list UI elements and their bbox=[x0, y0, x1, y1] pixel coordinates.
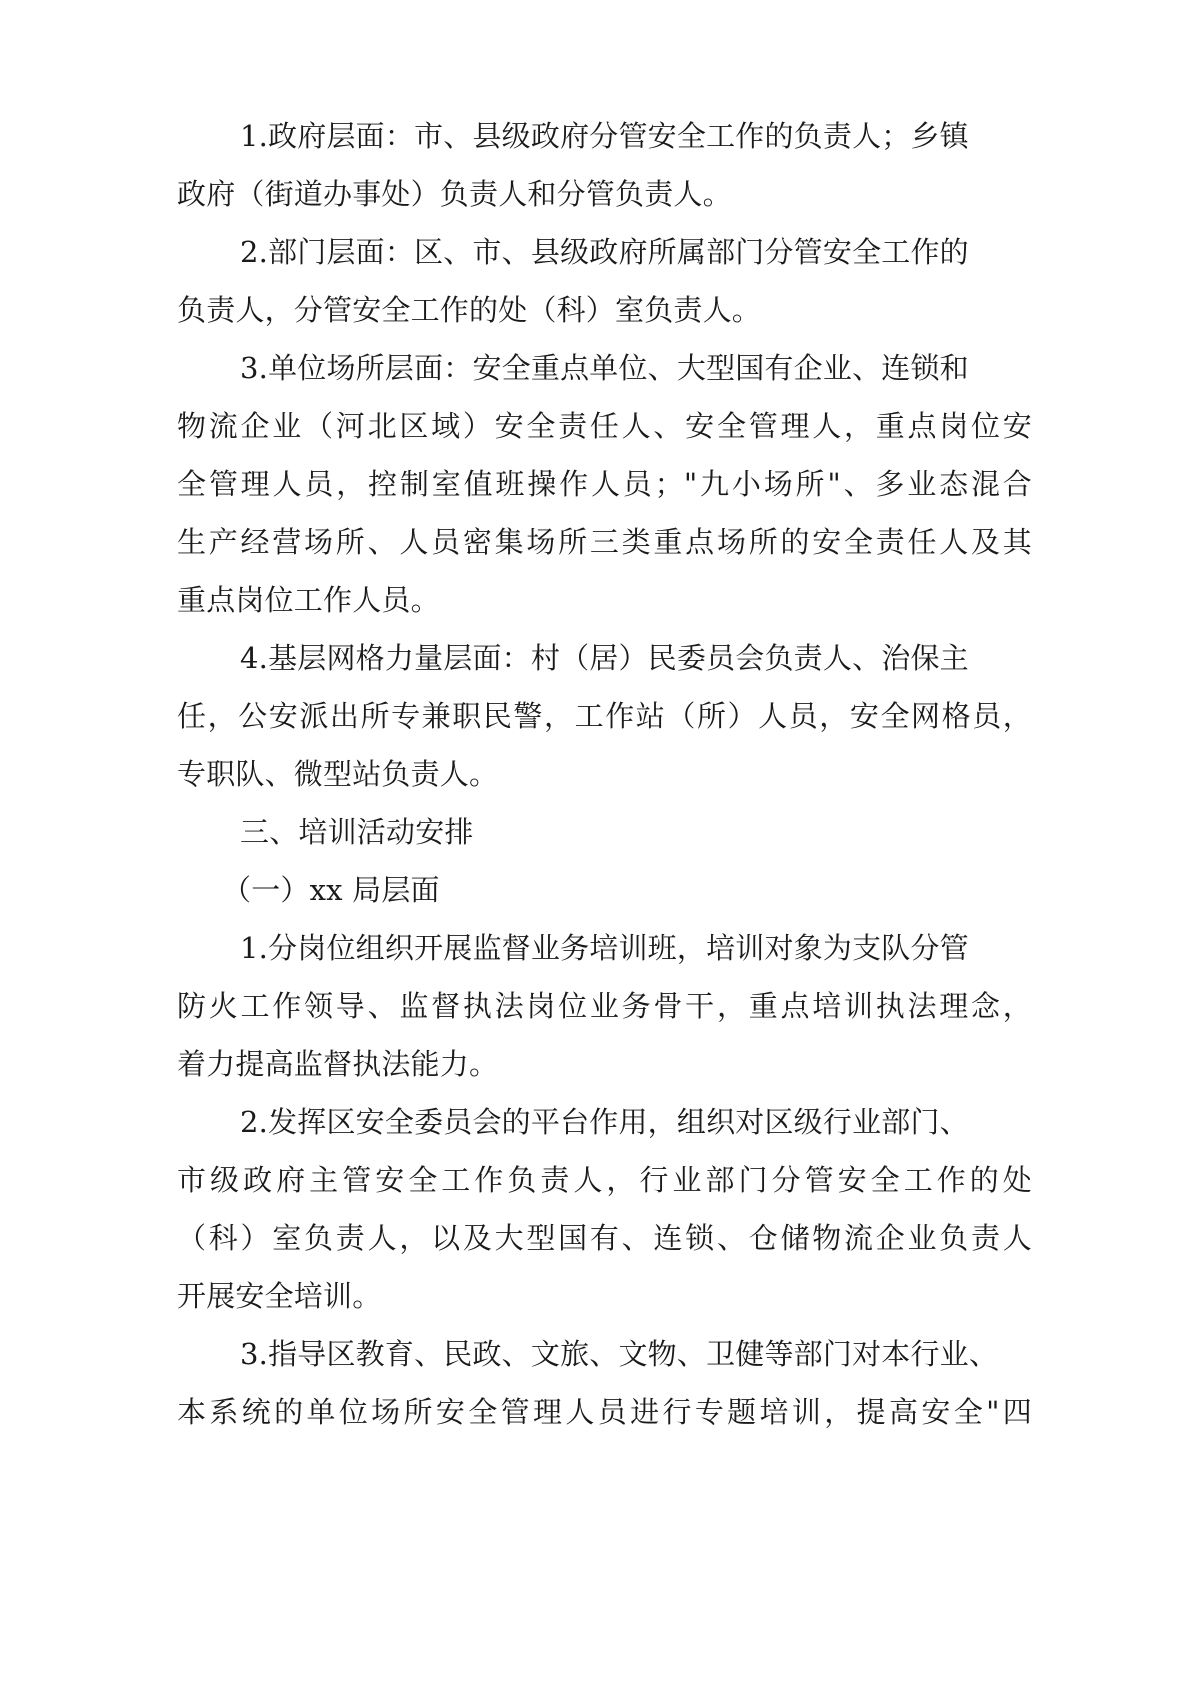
text-line: 专职队、微型站负责人。 bbox=[177, 757, 499, 791]
text-line: 任，公安派出所专兼职民警，工作站（所）人员，安全网格员， bbox=[177, 699, 1032, 733]
text-line: 开展安全培训。 bbox=[177, 1279, 382, 1313]
text-line: 3.单位场所层面：安全重点单位、大型国有企业、连锁和 bbox=[240, 351, 969, 385]
text-line: 生产经营场所、人员密集场所三类重点场所的安全责任人及其 bbox=[177, 525, 1032, 559]
text-line: 2.部门层面：区、市、县级政府所属部门分管安全工作的 bbox=[240, 235, 969, 269]
text-line: 2.发挥区安全委员会的平台作用，组织对区级行业部门、 bbox=[240, 1105, 969, 1139]
text-line: 负责人，分管安全工作的处（科）室负责人。 bbox=[177, 293, 762, 327]
section-heading: 三、培训活动安排 bbox=[240, 815, 474, 849]
text-line: 防火工作领导、监督执法岗位业务骨干，重点培训执法理念， bbox=[177, 989, 1032, 1023]
text-line: 1.分岗位组织开展监督业务培训班，培训对象为支队分管 bbox=[240, 931, 969, 965]
text-line: 市级政府主管安全工作负责人，行业部门分管安全工作的处 bbox=[177, 1163, 1032, 1197]
text-line: （科）室负责人，以及大型国有、连锁、仓储物流企业负责人 bbox=[177, 1221, 1032, 1255]
text-line: 重点岗位工作人员。 bbox=[177, 583, 440, 617]
text-line: 全管理人员，控制室值班操作人员；"九小场所"、多业态混合 bbox=[177, 467, 1032, 501]
text-line: 3.指导区教育、民政、文旅、文物、卫健等部门对本行业、 bbox=[240, 1337, 999, 1371]
text-line: 4.基层网格力量层面：村（居）民委员会负责人、治保主 bbox=[240, 641, 969, 675]
text-line: 着力提高监督执法能力。 bbox=[177, 1047, 499, 1081]
text-line: 政府（街道办事处）负责人和分管负责人。 bbox=[177, 177, 732, 211]
subsection-heading: （一）xx 局层面 bbox=[222, 873, 440, 907]
text-line: 1.政府层面：市、县级政府分管安全工作的负责人；乡镇 bbox=[240, 119, 969, 153]
text-line: 本系统的单位场所安全管理人员进行专题培训，提高安全"四 bbox=[177, 1395, 1032, 1429]
text-line: 物流企业（河北区域）安全责任人、安全管理人，重点岗位安 bbox=[177, 409, 1032, 443]
